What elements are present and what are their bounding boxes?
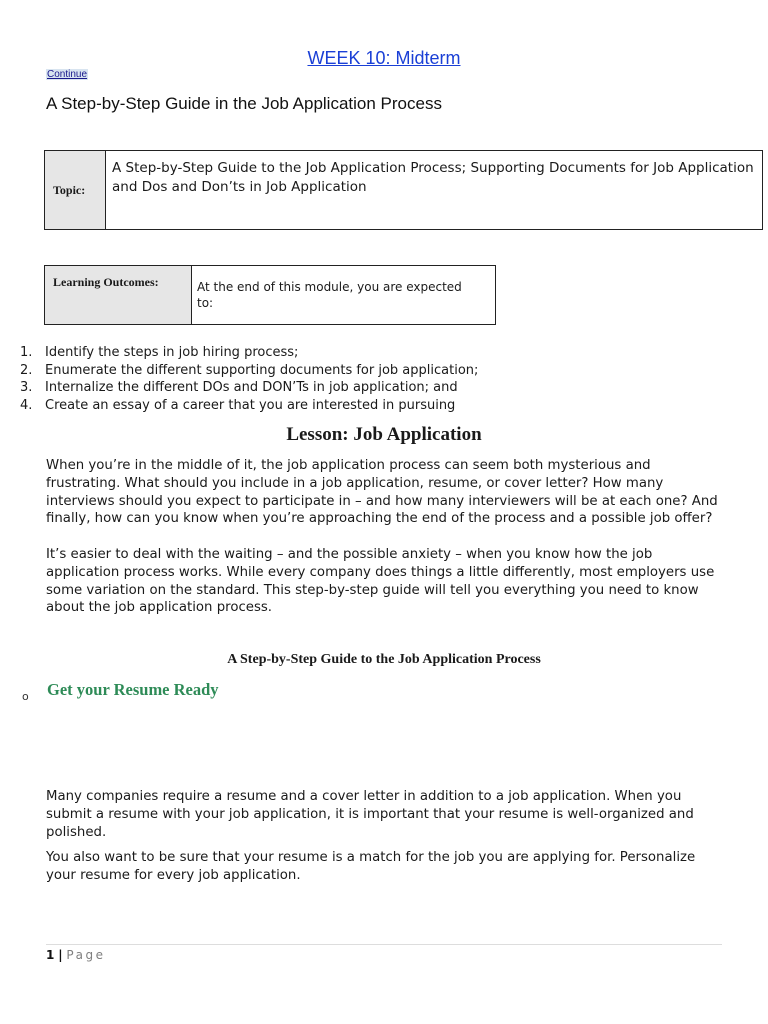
resume-paragraph-1: Many companies require a resume and a cover letter in addition to a job application. When you submit a resume with your job application, it is important that your resume is well-organized and polished. — [46, 789, 694, 840]
list-item-text: Internalize the different DOs and DON’Ts in job application; and — [45, 380, 458, 395]
step-heading-resume: Get your Resume Ready — [47, 680, 219, 699]
list-number: 4. — [20, 397, 33, 413]
page-footer — [46, 948, 105, 962]
guide-subheading: A Step-by-Step Guide to the Job Application Process — [227, 652, 541, 667]
week-title[interactable]: WEEK 10: Midterm — [307, 48, 461, 68]
list-number: 2. — [20, 362, 33, 378]
footer-separator: | — [58, 948, 63, 962]
guide-heading: A Step-by-Step Guide in the Job Application Process — [46, 94, 442, 113]
learning-outcomes-label: Learning Outcomes: — [45, 266, 192, 325]
footer-divider — [46, 944, 722, 945]
page-number: 1 — [46, 948, 55, 962]
resume-paragraph-2: You also want to be sure that your resume is a match for the job you are applying for. Personalize your resume for every job application. — [46, 850, 696, 883]
list-number: 3. — [20, 380, 33, 395]
topic-text: A Step-by-Step Guide to the Job Application Process; Supporting Documents for Job Application and Dos and Don’ts in Job Application — [106, 151, 763, 230]
topic-table — [44, 150, 763, 230]
lesson-paragraph-1: When you’re in the middle of it, the job application process can seem both mysterious and frustrating. What should you include in a job application, resume, or cover letter? How many interviews should you expect to participate in – and how many interviewers will be at each one? And finally, how can you know when you’re approaching the end of the process and a possible job offer? — [46, 458, 718, 527]
list-item-text: Enumerate the different supporting documents for job application; — [45, 362, 479, 378]
bullet-icon: o — [22, 690, 29, 703]
page-label: Page — [66, 948, 106, 962]
list-item — [0, 344, 478, 362]
list-item-text: Create an essay of a career that you are interested in pursuing — [45, 397, 456, 413]
lesson-paragraph-2: It’s easier to deal with the waiting – and the possible anxiety – when you know how the job application process works. While every company does things a little differently, most employers use some variation on the standard. This step-by-step guide will tell you everything you need to know about the job application process. — [46, 547, 715, 616]
list-item-text: Identify the steps in job hiring process; — [45, 345, 299, 360]
list-number: 1. — [20, 345, 33, 360]
continue-link[interactable]: Continue — [47, 69, 88, 80]
list-item — [0, 397, 478, 415]
lesson-title: Lesson: Job Application — [286, 424, 482, 445]
learning-outcomes-table — [44, 265, 496, 325]
learning-outcomes-text: At the end of this module, you are expected to: — [192, 266, 496, 325]
list-item — [0, 379, 478, 397]
topic-label: Topic: — [45, 151, 106, 230]
list-item — [0, 362, 478, 380]
outcomes-list — [0, 344, 478, 414]
